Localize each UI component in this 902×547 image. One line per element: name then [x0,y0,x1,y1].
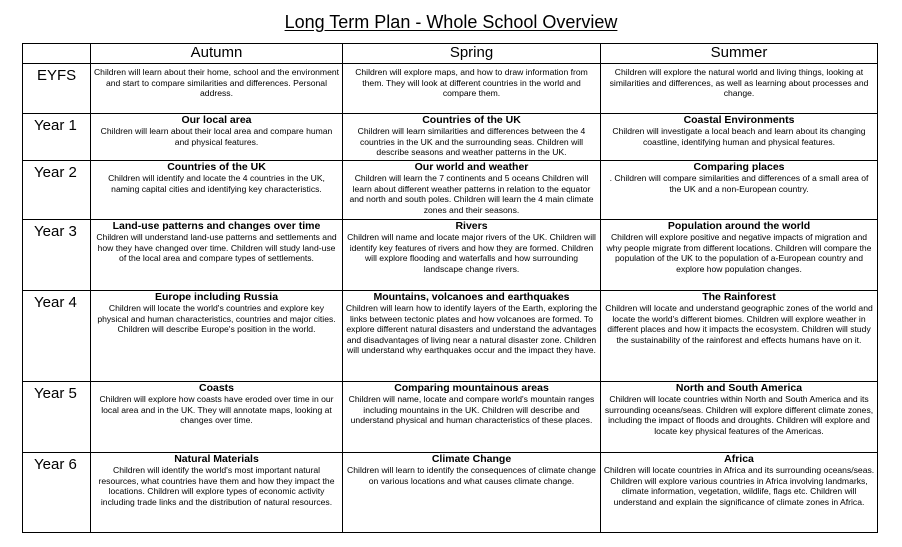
header-autumn: Autumn [91,44,343,64]
year-label: Year 5 [23,382,91,453]
cell-title: Land-use patterns and changes over time [112,220,321,232]
cell-body: Children will explore positive and negative impacts of migration and why people migrate from different locations. Children will compare the population of the UK to the population of a-European country and explore how population changes. [606,232,872,274]
cell-title: Our local area [181,114,252,126]
plan-cell [343,291,601,382]
cell-title: Europe including Russia [154,291,279,303]
cell-body: Children will learn about their home, school and the environment and start to compare similarities and differences. Personal address. [93,67,340,98]
cell-body: Children will learn about their local area and compare human and physical features. [100,126,333,147]
year-label: EYFS [23,64,91,114]
cell-title: Rivers [455,220,488,232]
year-label: Year 1 [23,114,91,161]
header-spring: Spring [343,44,601,64]
cell-body: Children will understand land-use patterns and settlements and how they have changed over time. Children will study land-use of the local area and compare types of settlements. [96,232,337,263]
header-summer: Summer [601,44,878,64]
year-label: Year 2 [23,161,91,220]
cell-body: Children will explore the natural world and living things, looking at similarities and differences, as well as learning about processes and change. [609,67,869,98]
cell-body: Children will locate the world's countries and explore key physical and human characteristics, countries and major cities. Children will describe Europe's position in the world. [97,303,336,334]
plan-cell [91,220,343,291]
plan-cell [343,453,601,533]
cell-body: Children will explore maps, and how to draw information from them. They will look at different countries in the world and compare them. [355,67,588,98]
cell-title: Comparing places [693,161,785,173]
cell-title: Natural Materials [174,453,259,465]
plan-cell [601,64,878,114]
plan-cell [343,114,601,161]
cell-title: The Rainforest [702,291,776,303]
corner-cell [23,44,91,64]
table-row [23,220,878,291]
plan-cell [601,161,878,220]
cell-body: Children will locate countries in Africa and its surrounding oceans/seas. Children will explore various countries in Africa involving landmarks, climate information, vegetation, wildlife, flags etc. Children will understand and explain the significance of climate zones in Africa. [603,465,875,507]
plan-cell [601,220,878,291]
cell-title: Our world and weather [414,161,529,173]
cell-title: North and South America [675,382,803,394]
cell-body: Children will identify the world's most important natural resources, what countries have them and how they impact the locations. Children will explore types of economic activity including trade links and the distribution of natural resources. [98,465,335,507]
cell-title: Mountains, volcanoes and earthquakes [373,291,570,303]
cell-body: Children will learn similarities and differences between the 4 countries in the UK and the surrounding seas. Children will describe seasons and weather patterns in the UK. [357,126,586,157]
year-label: Year 4 [23,291,91,382]
year-label: Year 3 [23,220,91,291]
table-row [23,161,878,220]
cell-body: Children will identify and locate the 4 countries in the UK, naming capital cities and identifying key characteristics. [108,173,325,194]
plan-cell [343,382,601,453]
cell-body: Children will explore how coasts have eroded over time in our local area and in the UK. They will annotate maps, looking at changes over time. [99,394,334,425]
plan-cell [91,291,343,382]
page-title: Long Term Plan - Whole School Overview [284,12,618,32]
plan-cell [601,453,878,533]
plan-cell [601,291,878,382]
plan-cell [601,114,878,161]
cell-title: Africa [724,453,754,465]
cell-body: Children will name and locate major rivers of the UK. Children will identify key features of rivers and how they are formed. Children will explore flooding and waterfalls and how surrounding landscape change rivers. [347,232,596,274]
plan-cell [91,114,343,161]
cell-body: . Children will compare similarities and differences of a small area of the UK and a non-European country. [609,173,869,194]
header-row [23,44,878,64]
table-row [23,114,878,161]
cell-body: Children will locate and understand geographic zones of the world and locate the world's different biomes. Children will explore weather in different places and how it impacts the ecosystem. Children will study the sustainability of the rainforest and effects humans have on it. [605,303,873,345]
plan-cell [91,161,343,220]
cell-title: Comparing mountainous areas [394,382,549,394]
plan-cell [91,64,343,114]
plan-cell [343,64,601,114]
cell-body: Children will investigate a local beach and learn about its changing coastline, identifying human and physical features. [612,126,866,147]
plan-cell [343,220,601,291]
overview-table [22,43,878,533]
table-row [23,382,878,453]
cell-body: Children will learn the 7 continents and 5 oceans Children will learn about different weather patterns in relation to the equator and north and south poles. Children will learn the 4 main climate zones and their seasons. [349,173,594,215]
plan-cell [343,161,601,220]
cell-title: Climate Change [431,453,512,465]
cell-title: Countries of the UK [167,161,266,173]
plan-cell [91,453,343,533]
cell-title: Countries of the UK [422,114,521,126]
cell-body: Children will learn to identify the consequences of climate change on various locations and what causes climate change. [347,465,596,486]
year-label: Year 6 [23,453,91,533]
cell-body: Children will name, locate and compare world's mountain ranges including mountains in the UK. Children will describe and understand physical and human characteristics of these places. [348,394,595,425]
cell-title: Population around the world [667,220,811,232]
plan-cell [601,382,878,453]
cell-title: Coasts [198,382,234,394]
cell-body: Children will learn how to identify layers of the Earth, exploring the links between tectonic plates and how volcanoes are formed. To explore different natural disasters and understand the advantages and disadvantages of living near a natural disaster zone. Children will understand why earthquakes occur and the impact they have. [345,303,598,355]
table-row [23,453,878,533]
cell-title: Coastal Environments [683,114,795,126]
plan-cell [91,382,343,453]
table-row [23,291,878,382]
table-row [23,64,878,114]
cell-body: Children will locate countries within North and South America and its surrounding oceans/seas. Children will explore different climate zones, including the impact of floods and droughts. Children will explore and locate key physical features of the Americas. [604,394,874,436]
